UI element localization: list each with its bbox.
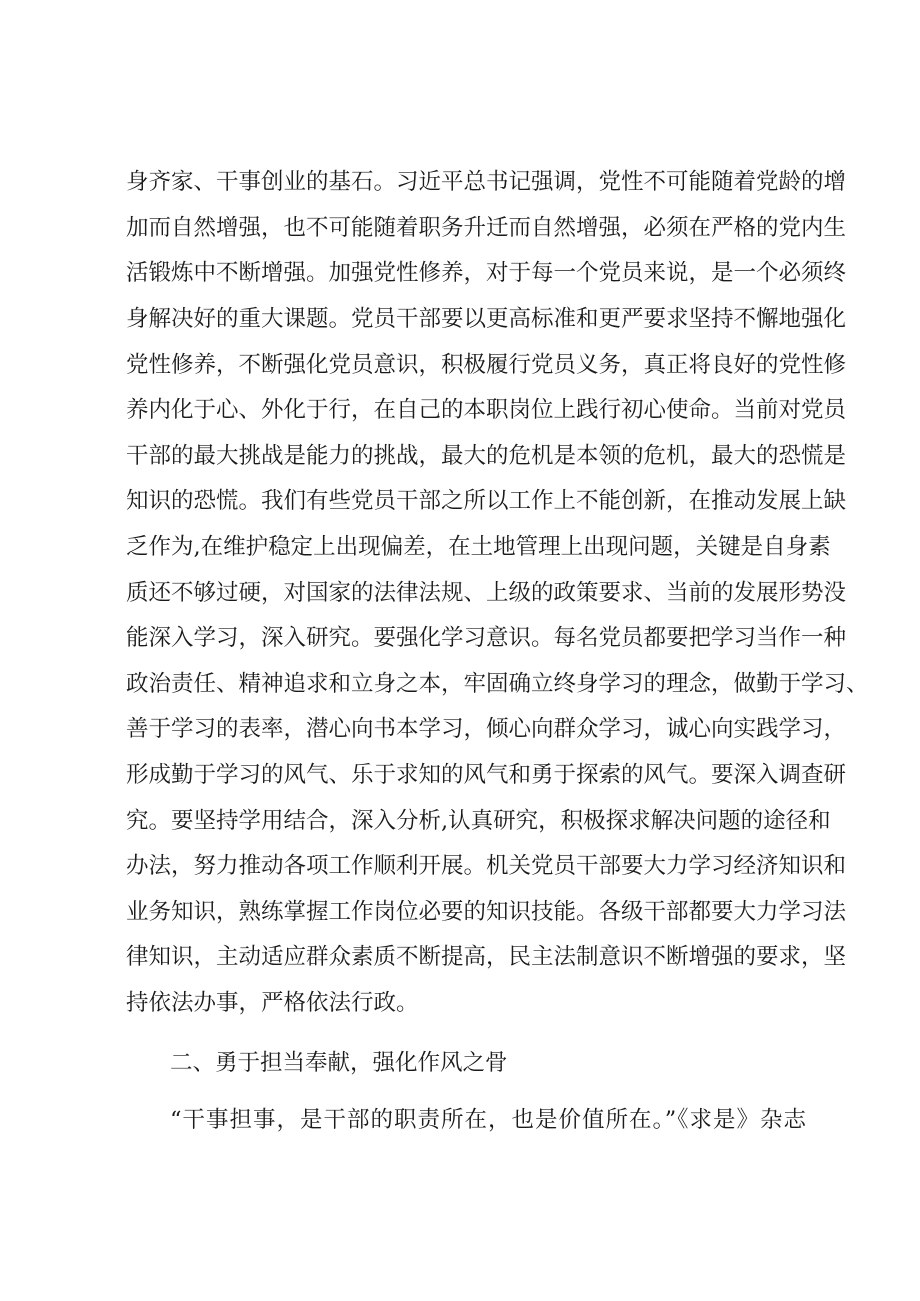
- paragraph-line: 知识的恐慌。我们有些党员干部之所以工作上不能创新，在推动发展上缺: [126, 488, 847, 514]
- paragraph-line: 政治责任、精神追求和立身之本，牢固确立终身学习的理念，做勤于学习、: [126, 671, 869, 697]
- paragraph-line: 身齐家、干事创业的基石。习近平总书记强调，党性不可能随着党龄的增: [126, 169, 847, 195]
- paragraph-line: 形成勤于学习的风气、乐于求知的风气和勇于探索的风气。要深入调查研: [126, 762, 847, 788]
- paragraph-line: 质还不够过硬，对国家的法律法规、上级的政策要求、当前的发展形势没: [126, 580, 847, 606]
- paragraph-line: 善于学习的表率，潜心向书本学习，倾心向群众学习，诚心向实践学习，: [126, 716, 847, 742]
- paragraph-line: 身解决好的重大课题。党员干部要以更高标准和更严要求坚持不懈地强化: [126, 306, 847, 332]
- paragraph-line: 持依法办事，严格依法行政。: [126, 990, 419, 1016]
- paragraph-line: 党性修养，不断强化党员意识，积极履行党员义务，真正将良好的党性修: [126, 352, 847, 378]
- paragraph-line: 律知识，主动适应群众素质不断提高，民主法制意识不断增强的要求，坚: [126, 944, 847, 970]
- quote-paragraph-line: “干事担事，是干部的职责所在，也是价值所在。”《求是》杂志: [170, 1107, 806, 1133]
- paragraph-line: 究。要坚持学用结合，深入分析,认真研究，积极探求解决问题的途径和: [126, 808, 831, 834]
- paragraph-line: 业务知识，熟练掌握工作岗位必要的知识技能。各级干部都要大力学习法: [126, 899, 847, 925]
- paragraph-line: 活锻炼中不断增强。加强党性修养，对于每一个党员来说，是一个必须终: [126, 260, 847, 286]
- paragraph-line: 乏作为,在维护稳定上出现偏差，在土地管理上出现问题，关键是自身素: [126, 534, 831, 560]
- section-heading: 二、勇于担当奉献，强化作风之骨: [170, 1050, 508, 1076]
- paragraph-line: 能深入学习，深入研究。要强化学习意识。每名党员都要把学习当作一种: [126, 625, 847, 651]
- paragraph-line: 养内化于心、外化于行，在自己的本职岗位上践行初心使命。当前对党员: [126, 397, 847, 423]
- paragraph-line: 干部的最大挑战是能力的挑战，最大的危机是本领的危机，最大的恐慌是: [126, 443, 847, 469]
- paragraph-line: 加而自然增强，也不可能随着职务升迁而自然增强，必须在严格的党内生: [126, 215, 847, 241]
- paragraph-line: 办法，努力推动各项工作顺利开展。机关党员干部要大力学习经济知识和: [126, 853, 847, 879]
